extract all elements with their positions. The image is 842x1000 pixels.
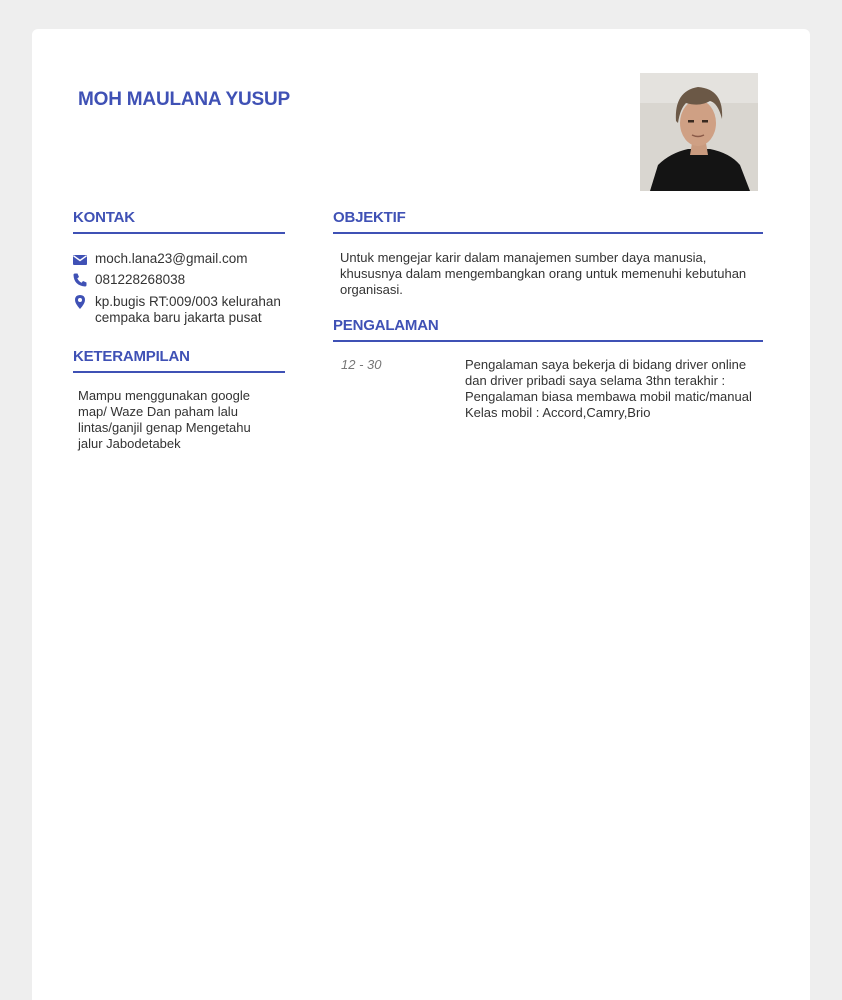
experience-section-title: PENGALAMAN (333, 317, 763, 342)
person-name: MOH MAULANA YUSUP (78, 89, 290, 110)
experience-description (465, 357, 765, 421)
contact-email-row[interactable] (72, 251, 292, 267)
contact-phone-row[interactable] (72, 272, 292, 288)
experience-line: Kelas mobil : Accord,Camry,Brio (465, 405, 651, 420)
location-pin-icon (72, 294, 88, 310)
contact-address: kp.bugis RT:009/003 kelurahan cempaka baru jakarta pusat (95, 294, 281, 325)
skills-section-title: KETERAMPILAN (73, 348, 285, 373)
portrait-image (640, 73, 758, 191)
contact-email[interactable]: moch.lana23@gmail.com (95, 251, 248, 266)
experience-line: Pengalaman saya bekerja di bidang driver online dan driver pribadi saya selama 3thn terakhir : (465, 357, 747, 388)
skills-text: Mampu menggunakan google map/ Waze Dan paham lalu lintas/ganjil genap Mengetahu jalur Jabodetabek (78, 388, 251, 451)
phone-icon (72, 272, 88, 288)
resume-page (32, 29, 810, 1000)
contact-section-title: KONTAK (73, 209, 285, 234)
experience-date: 12 - 30 (341, 357, 382, 372)
profile-photo (640, 73, 758, 191)
envelope-icon (72, 251, 88, 267)
contact-phone[interactable]: 081228268038 (95, 272, 186, 287)
experience-line: Pengalaman biasa membawa mobil matic/manual (465, 389, 752, 404)
objective-text: Untuk mengejar karir dalam manajemen sumber daya manusia, khususnya dalam mengembangkan orang untuk memenuhi kebutuhan organisasi. (340, 250, 747, 297)
contact-address-row (72, 294, 292, 326)
objective-section-title: OBJEKTIF (333, 209, 763, 234)
